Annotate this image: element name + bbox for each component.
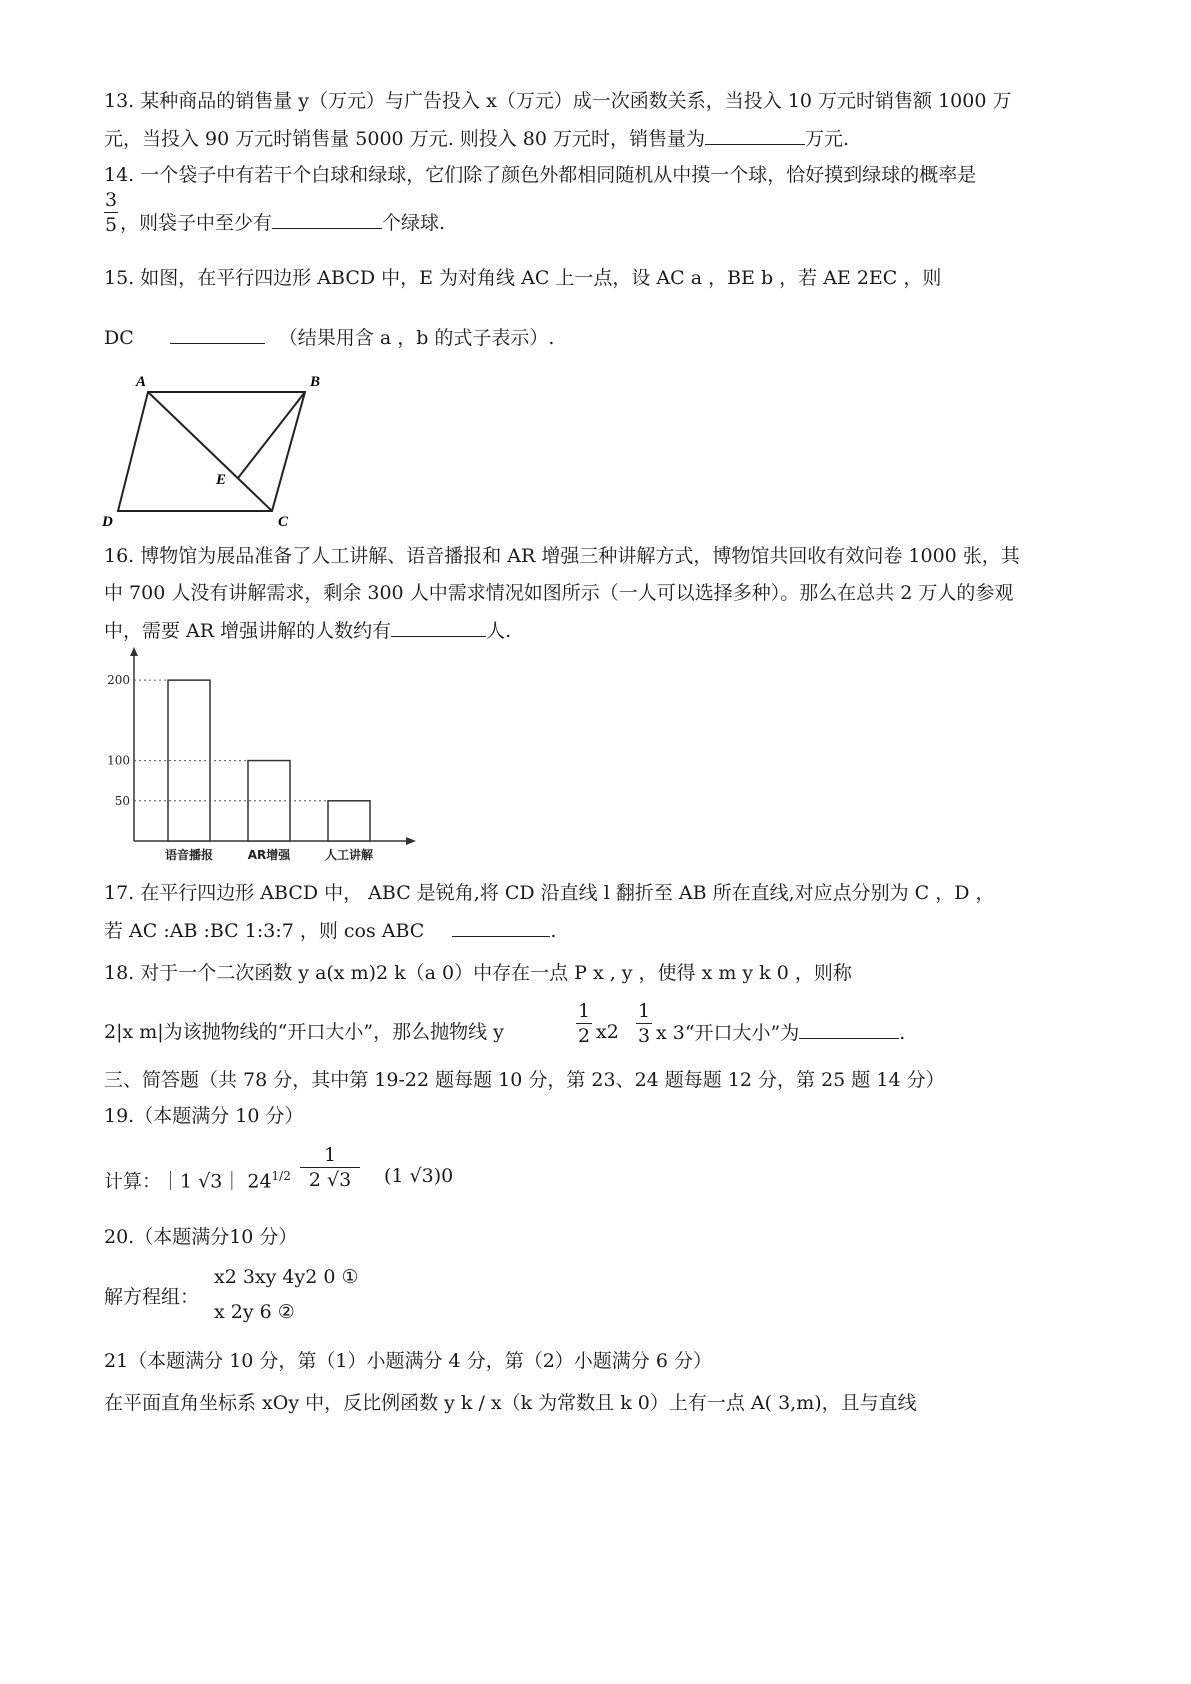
y-axis-arrow <box>130 647 138 656</box>
q17-line1: 17. 在平行四边形 ABCD 中， ABC 是锐角,将 CD 沿直线 l 翻折至 AB 所在直线,对应点分别为 C ，D ， <box>104 882 995 904</box>
answer-blank[interactable] <box>170 325 265 344</box>
x-tick-label-2: 人工讲解 <box>324 848 374 862</box>
q16-line3: 中，需要 AR 增强讲解的人数约有 人. <box>104 620 512 642</box>
q21-line1: 在平面直角坐标系 xOy 中，反比例函数 y k / x（k 为常数且 k 0）上有一点 A( 3,m)，且与直线 <box>104 1392 917 1414</box>
q14-line1: 14. 一个袋子中有若干个白球和绿球，它们除了颜色外都相同随机从中摸一个球，恰好摸到绿球的概率是 <box>104 164 977 186</box>
q19-heading: 19.（本题满分 10 分） <box>104 1105 304 1127</box>
section-3-heading: 三、简答题（共 78 分，其中第 19-22 题每题 10 分，第 23、24 题每题 12 分，第 25 题 14 分） <box>104 1069 945 1091</box>
q17-line2: 若 AC :AB :BC 1:3:7 ，则 cos ABC . <box>104 920 557 942</box>
q13-line2: 元，当投入 90 万元时销售量 5000 万元. 则投入 80 万元时，销售量为 万元. <box>104 128 850 150</box>
q15-line1: 15. 如图，在平行四边形 ABCD 中，E 为对角线 AC 上一点，设 AC a ，BE b ，若 AE 2EC ，则 <box>104 267 942 289</box>
q18-x2: x2 <box>596 1021 619 1043</box>
q18-line1: 18. 对于一个二次函数 y a(x m)2 k（a 0）中存在一点 P x , y ，使得 x m y k 0 ，则称 <box>104 962 852 984</box>
label-D: D <box>102 514 113 530</box>
parallelogram-figure <box>100 366 340 537</box>
q20-heading: 20.（本题满分10 分） <box>104 1226 298 1248</box>
q18-fraction-1: 1 2 <box>577 1000 591 1047</box>
q20-equation-1: x2 3xy 4y2 0 ① <box>214 1266 359 1288</box>
q16-line1: 16. 博物馆为展品准备了人工讲解、语音播报和 AR 增强三种讲解方式，博物馆共回收有效问卷 1000 张，其 <box>104 545 1020 567</box>
q14-fraction: 3 5 <box>104 189 118 236</box>
answer-blank[interactable] <box>799 1020 899 1039</box>
answer-blank[interactable] <box>391 618 486 637</box>
x-axis-arrow <box>406 837 416 845</box>
q20-label: 解方程组： <box>104 1286 200 1308</box>
x-tick-label-0: 语音播报 <box>164 848 214 862</box>
q13-line1: 13. 某种商品的销售量 y（万元）与广告投入 x（万元）成一次函数关系，当投入 10 万元时销售额 1000 万 <box>104 90 1012 112</box>
q15-line2: DC （结果用含 a ，b 的式子表示）. <box>104 327 555 349</box>
answer-blank[interactable] <box>705 126 805 145</box>
q18-fraction-2: 1 3 <box>637 1000 651 1047</box>
bar-2 <box>328 801 370 841</box>
y-tick-label-2: 200 <box>107 673 130 688</box>
bar-chart-svg <box>96 646 426 871</box>
label-C: C <box>278 514 289 530</box>
answer-blank[interactable] <box>452 918 550 937</box>
q18-line2a: 2|x m|为该抛物线的“开口大小”，那么抛物线 y <box>104 1021 504 1043</box>
label-E: E <box>216 472 227 488</box>
label-B: B <box>310 374 321 390</box>
x-tick-label-1: AR增强 <box>247 848 291 862</box>
q19-expression-post: (1 √3)0 <box>384 1165 454 1187</box>
q16-line2: 中 700 人没有讲解需求，剩余 300 人中需求情况如图所示（一人可以选择多种）。那么在总共 2 万人的参观 <box>104 582 1014 604</box>
label-A: A <box>136 374 147 390</box>
y-tick-label-0: 50 <box>114 793 130 808</box>
y-tick-label-1: 100 <box>107 753 130 768</box>
q14-line2: ，则袋子中至少有 个绿球. <box>120 212 446 234</box>
bar-chart <box>96 646 426 876</box>
answer-blank[interactable] <box>272 210 382 229</box>
q21-heading: 21（本题满分 10 分，第（1）小题满分 4 分，第（2）小题满分 6 分） <box>104 1350 712 1372</box>
q18-line2b: x 3“开口大小”为 . <box>656 1022 906 1044</box>
q20-equation-2: x 2y 6 ② <box>214 1301 295 1323</box>
q19-fraction: 1 2 √3 <box>300 1144 360 1191</box>
q19-expression-pre: 计算：｜1 √3｜ $24^{1/2}$ <box>104 1169 291 1193</box>
